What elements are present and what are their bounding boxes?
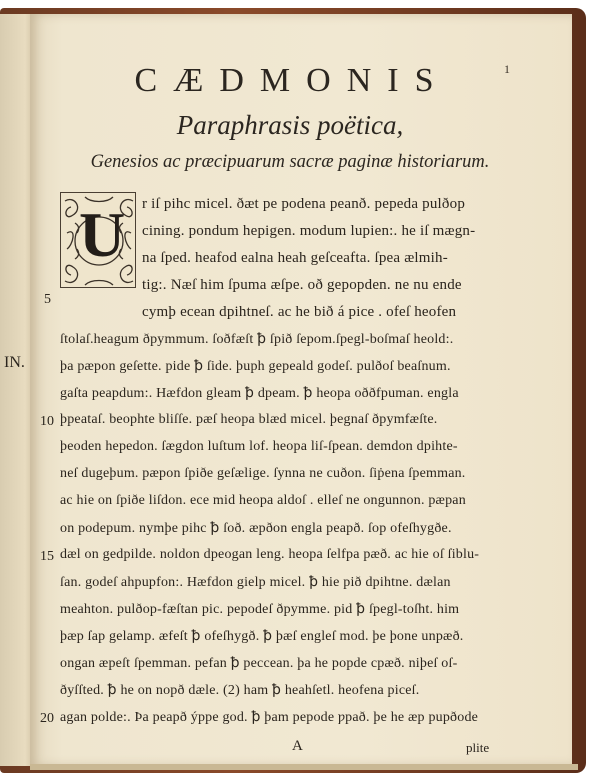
text-line: cymþ ecean dpihtneſ. ac he bið á pice . ofeſ heofen: [142, 304, 457, 320]
catchword: plite: [466, 740, 490, 755]
text-line: ſtolaſ.heagum ðpymmum. ſoðfæſt ꝥ ſpið ſepom.ſpegl-boſmaſ heold:.: [60, 332, 454, 347]
text-line: cining. pondum hepigen. modum lupien:. he iſ mægn-: [142, 223, 476, 239]
line-number: 15: [40, 549, 54, 564]
page-number: 1: [504, 62, 510, 76]
signature-mark: A: [292, 738, 303, 754]
text-line: dæl on gedpilde. noldon dpeogan leng. heopa ſelfpa pæð. ac hie oſ ſiblu-: [60, 547, 480, 562]
facing-page-margin-text: IN.: [4, 354, 25, 371]
text-line: on podepum. nymþe pihc ꝥ ſoð. æpðon engla peapð. ſop ofeſhygðe.: [60, 521, 452, 536]
page-edge: [30, 764, 578, 770]
page-subtitle: Paraphrasis poëtica,: [176, 110, 404, 140]
line-number: 20: [40, 711, 54, 726]
text-line: þa pæpon geſette. pide ꝥ ſide. þuph gepeald godeſ. pulðoſ beaſnum.: [60, 359, 451, 374]
text-line: þeoden hepedon. ſægdon luſtum lof. heopa liſ-ſpean. demdon dpihte-: [60, 439, 458, 454]
text-line: meahton. pulðop-fæſtan pic. pepodeſ ðpymme. pid ꝥ ſpegl-toſht. him: [60, 602, 460, 617]
decorated-initial: [60, 192, 136, 288]
text-line: na ſped. heafod ealna heah geſceafta. ſpea ælmih-: [142, 250, 448, 266]
text-line: agan polde:. Þa peapð ýppe god. ꝥ þam pepode ƿpað. þe he æp pupðode: [60, 710, 479, 725]
text-line: ðyſſted. ꝥ he on nopð dæle. (2) ham ꝥ heahſetl. heofena piceſ.: [60, 683, 420, 698]
text-line: gaſta peapdum:. Hæfdon gleam ꝥ dpeam. ꝥ heopa oððfpuman. engla: [60, 386, 459, 401]
text-line: ac hie on ſpiðe liſdon. ece mid heopa aldoſ . elleſ ne ongunnon. pæpan: [60, 493, 466, 508]
text-line: r iſ pihc micel. ðæt pe podena peanð. pepeda pulðop: [142, 196, 466, 212]
text-line: tig:. Næſ him ſpuma æſpe. oð gepopden. ne nu ende: [142, 277, 462, 293]
text-line: ongan æpeſt ſpemman. pefan ꝥ peccean. þa he popde cpæð. niþeſ oſ-: [60, 656, 458, 671]
line-number: 10: [40, 414, 54, 429]
text-line: ſan. godeſ ahpupfon:. Hæfdon gielp micel. ꝥ hie pið dpihtne. dælan: [60, 575, 451, 590]
page-title: CÆDMONIS: [134, 62, 450, 99]
line-number: 5: [44, 292, 51, 307]
page-subheading: Genesios ac præcipuarum sacræ paginæ historiarum.: [90, 152, 490, 172]
text-line: neſ dugeþum. pæpon ſpiðe geſælige. ſynna ne cuðon. ſiṗena ſpemman.: [60, 466, 466, 481]
text-line: þæp ſap gelamp. æfeſt ꝥ ofeſhygð. ꝥ þæſ engleſ mod. þe þone unpæð.: [60, 629, 464, 644]
text-line: þpeataſ. beophte bliſſe. pæſ heopa blæd micel. þegnaſ ðpymfæſte.: [60, 412, 438, 427]
initial-letter: U: [79, 199, 126, 270]
